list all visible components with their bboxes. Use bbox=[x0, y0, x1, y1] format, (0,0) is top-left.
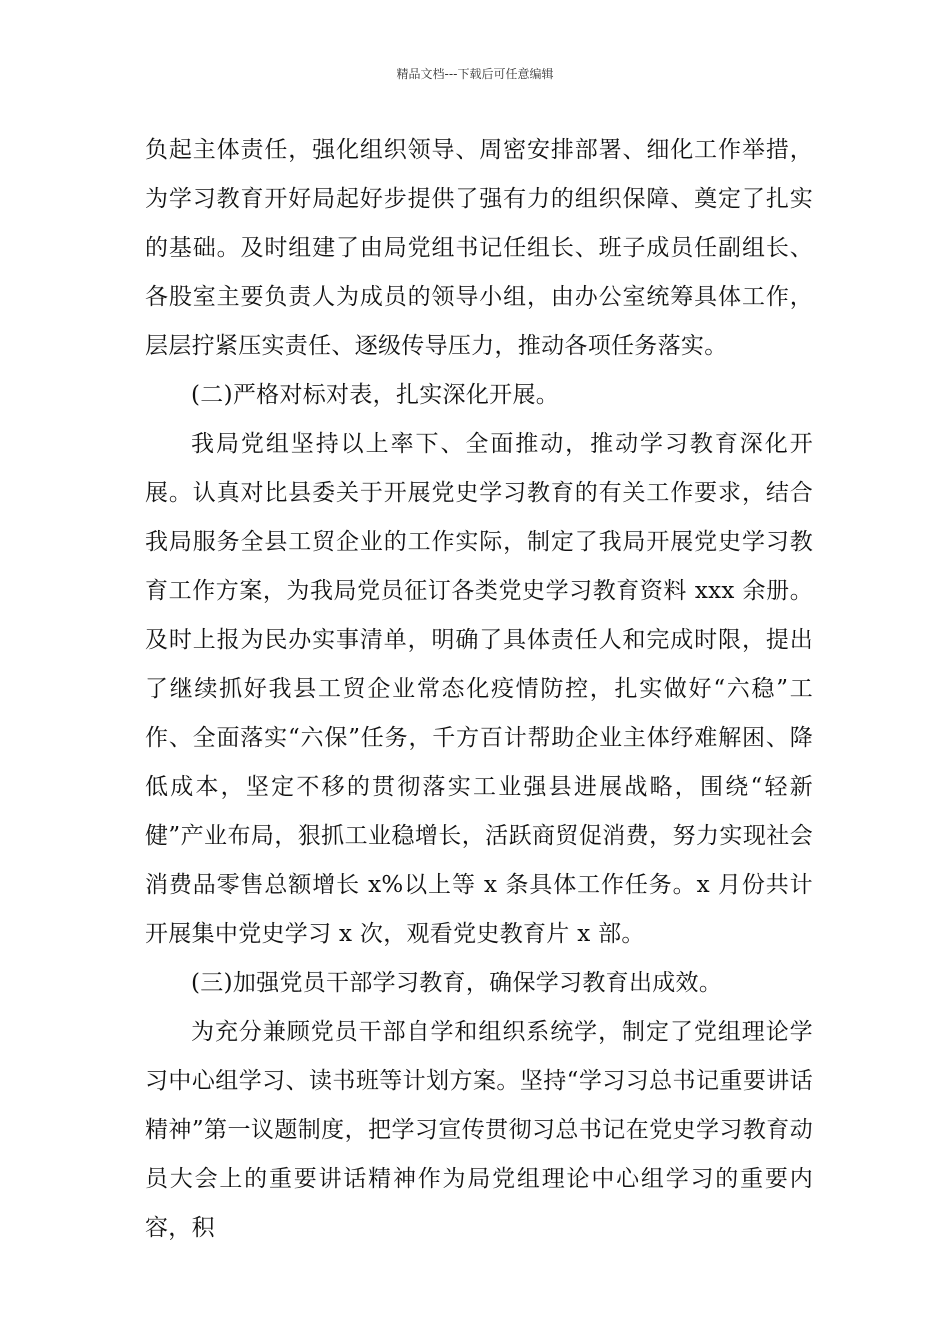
page-header: 精品文档---下载后可任意编辑 bbox=[396, 67, 554, 81]
paragraph-2: 我局党组坚持以上率下、全面推动，推动学习教育深化开展。认真对比县委关于开展党史学习教育的有关工作要求，结合我局服务全县工贸企业的工作实际，制定了我局开展党史学习教育工作方案，为我局党员征订各类党史学习教育资料 xxx 余册。及时上报为民办实事清单，明确了具体责任人和完成时限，提出了继续抓好我县工贸企业常态化疫情防控，扎实做好“六稳”工作、全面落实“六保”任务，千方百计帮助企业主体纾难解困、降低成本，坚定不移的贯彻落实工业强县进展战略，围绕“轻新健”产业布局，狠抓工业稳增长，活跃商贸促消费，努力实现社会消费品零售总额增长 x%以上等 x 条具体工作任务。x 月份共计开展集中党史学习 x 次，观看党史教育片 x 部。 bbox=[145, 431, 813, 947]
section-heading-2: (二)严格对标对表，扎实深化开展。 bbox=[191, 382, 560, 408]
paragraph-3: 为充分兼顾党员干部自学和组织系统学，制定了党组理论学习中心组学习、读书班等计划方案。坚持“学习习总书记重要讲话精神”第一议题制度，把学习宣传贯彻习总书记在党史学习教育动员大会上的重要讲话精神作为局党组理论中心组学习的重要内容，积 bbox=[145, 1019, 813, 1241]
document-body bbox=[145, 126, 813, 1253]
section-heading-3: (三)加强党员干部学习教育，确保学习教育出成效。 bbox=[191, 970, 723, 996]
paragraph-1: 负起主体责任，强化组织领导、周密安排部署、细化工作举措，为学习教育开好局起好步提供了强有力的组织保障、奠定了扎实的基础。及时组建了由局党组书记任组长、班子成员任副组长、各股室主要负责人为成员的领导小组，由办公室统筹具体工作，层层拧紧压实责任、逐级传导压力，推动各项任务落实。 bbox=[145, 137, 813, 359]
